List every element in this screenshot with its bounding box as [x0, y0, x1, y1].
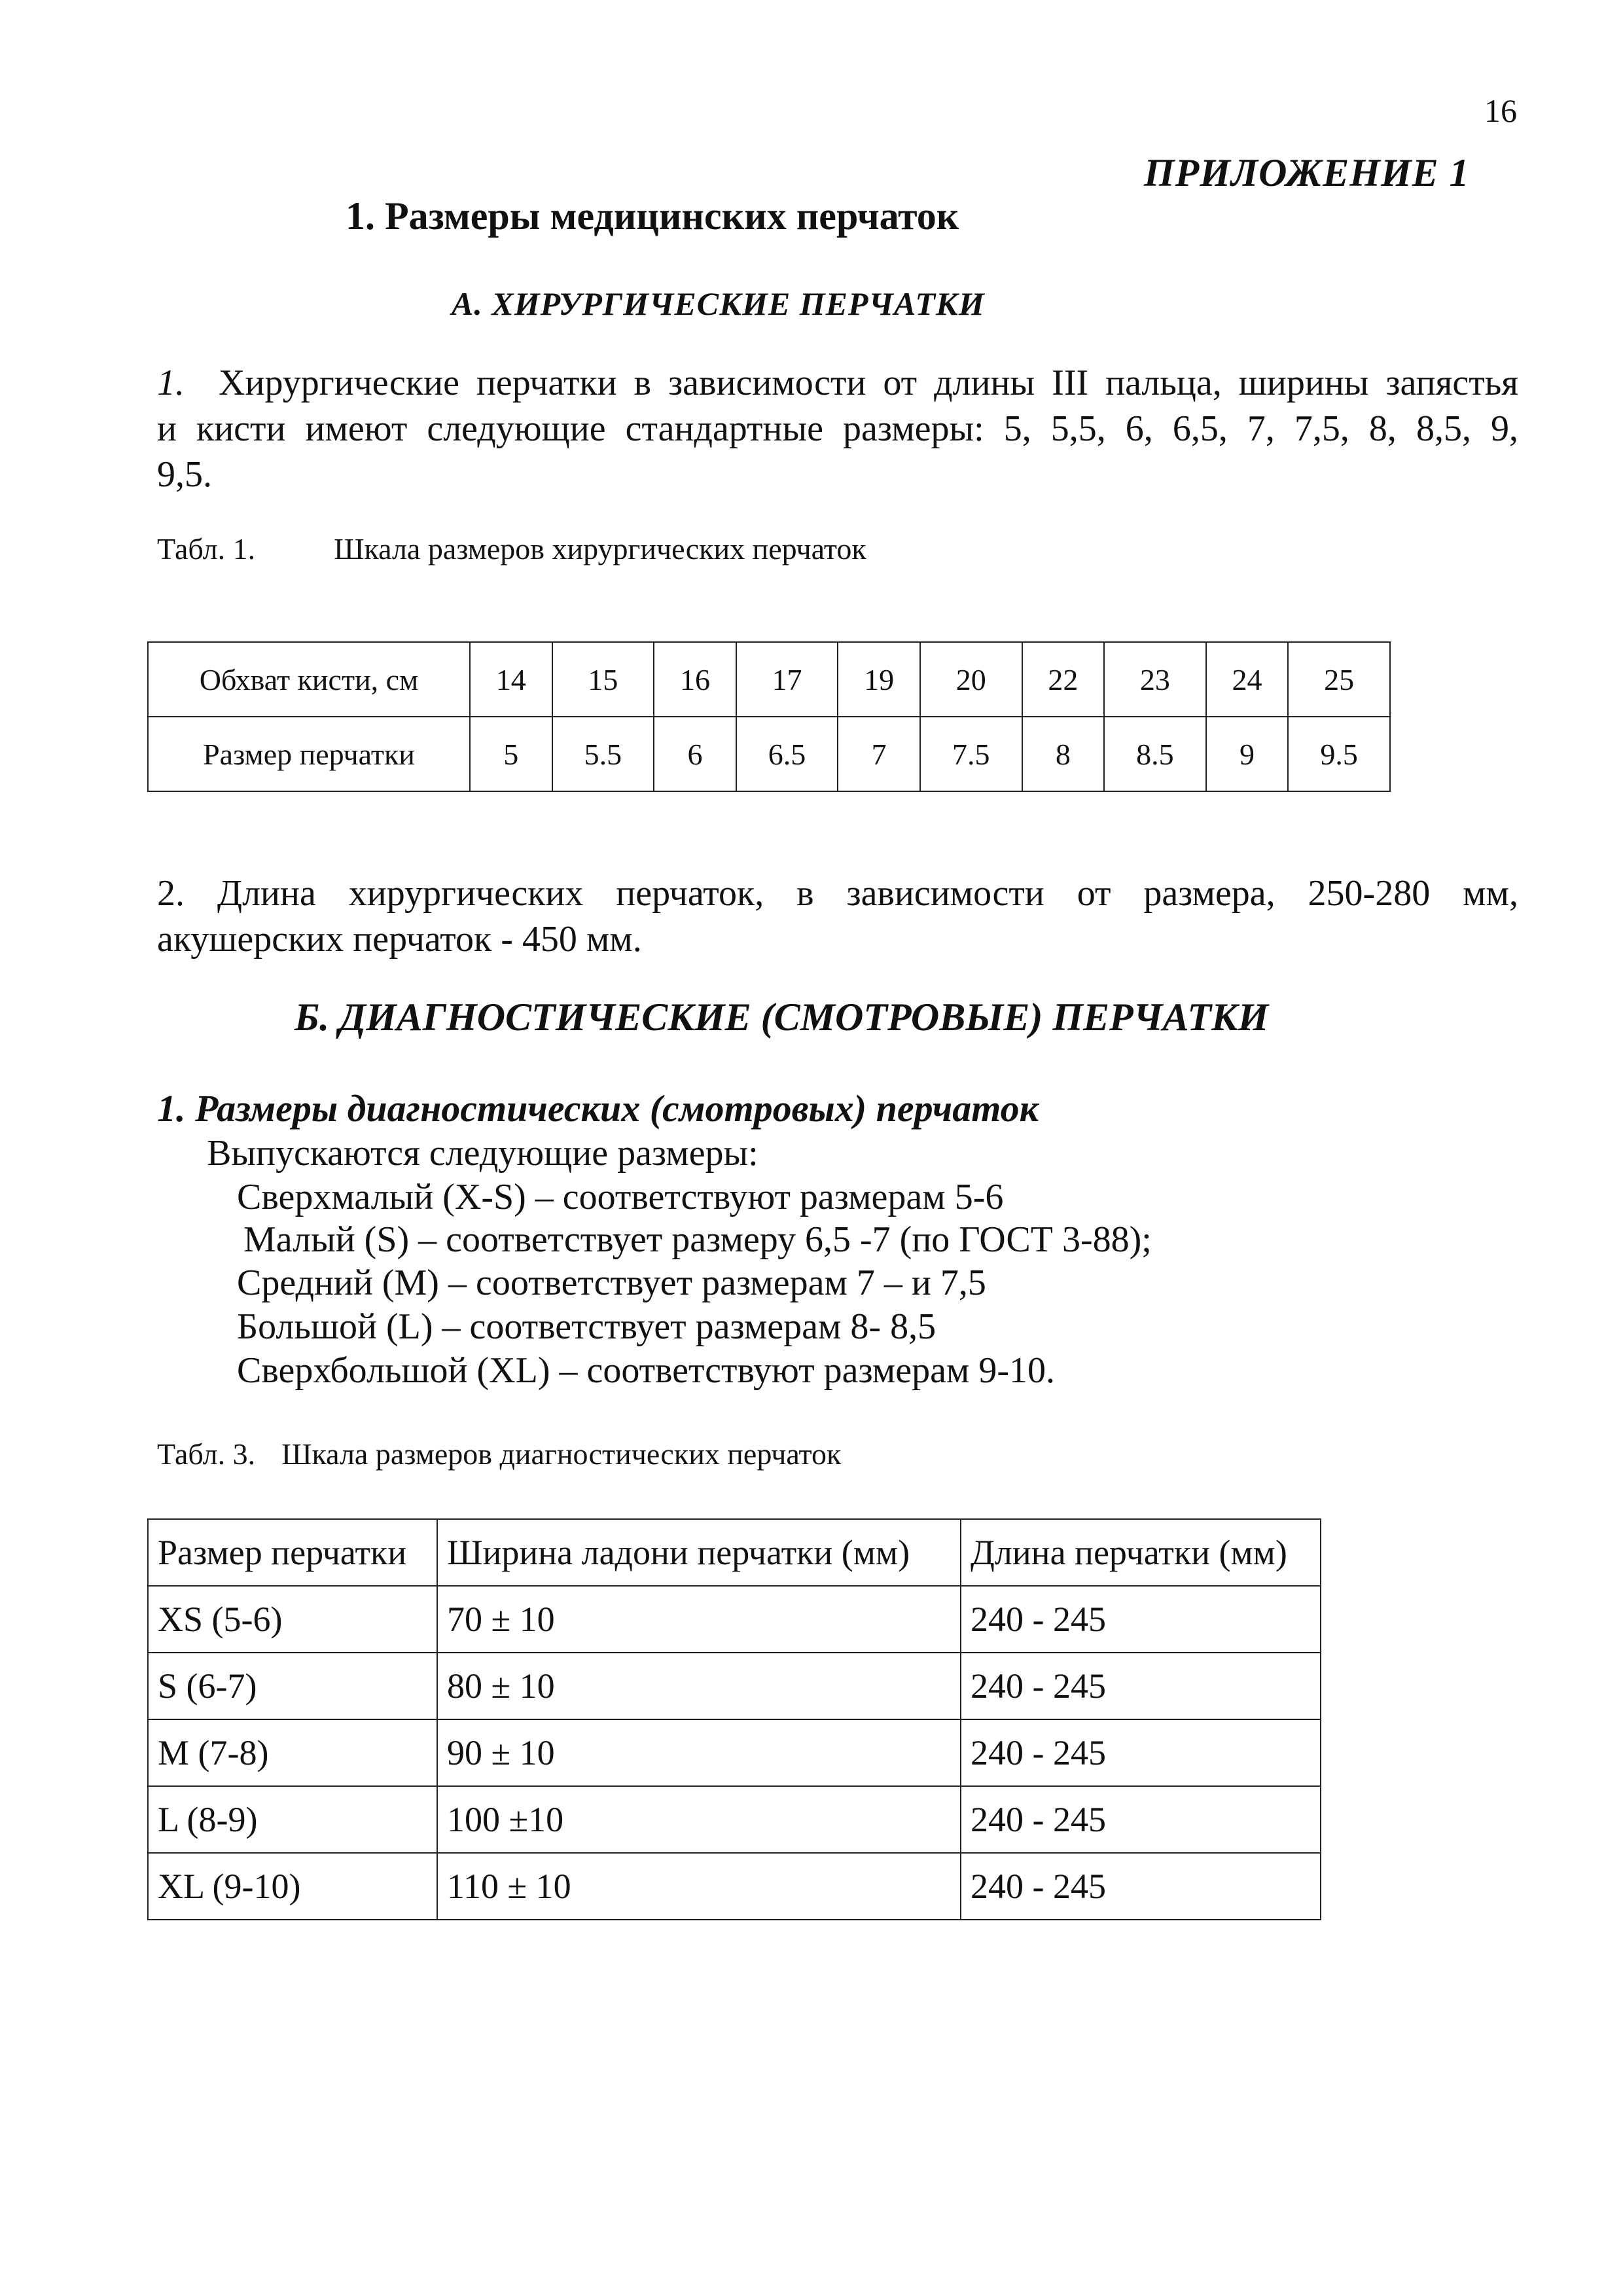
size-list-item: Сверхбольшой (XL) – соответствуют размерам 9-10.: [237, 1350, 1056, 1391]
table-row: [148, 1719, 1321, 1786]
column-header: Длина перчатки (мм): [961, 1519, 1321, 1586]
table1-cell: 6.5: [736, 717, 838, 791]
table1-cell: 16: [654, 642, 736, 717]
table1-cell: 23: [1104, 642, 1206, 717]
table1-row-header: Обхват кисти, см: [148, 642, 470, 717]
page-title: 1. Размеры медицинских перчаток: [346, 194, 959, 238]
table1-cell: 8.5: [1104, 717, 1206, 791]
paragraph-number: 1.: [157, 363, 185, 403]
size-list-item: Сверхмалый (X-S) – соответствуют размерам 5-6: [237, 1177, 1004, 1217]
table1-cell: 22: [1022, 642, 1105, 717]
paragraph-line: 2. Длина хирургических перчаток, в зависимости от размера, 250-280 мм,: [157, 873, 1518, 914]
paragraph-text: Хирургические перчатки в зависимости от длины III пальца, ширины запястья: [219, 363, 1519, 403]
table3-cell: 110 ± 10: [437, 1853, 961, 1920]
size-list-item: Малый (S) – соответствует размеру 6,5 -7 (по ГОСТ 3-88);: [243, 1219, 1152, 1260]
table3-caption-label: Табл. 3.: [157, 1437, 256, 1471]
table1-cell: 24: [1206, 642, 1289, 717]
section-a-title: А. ХИРУРГИЧЕСКИЕ ПЕРЧАТКИ: [452, 285, 985, 322]
table1-cell: 7.5: [920, 717, 1022, 791]
table1-cell: 7: [838, 717, 920, 791]
table3-cell: 240 - 245: [961, 1719, 1321, 1786]
table3-cell: 70 ± 10: [437, 1586, 961, 1653]
table-row: [148, 642, 1390, 717]
table3-cell: M (7-8): [148, 1719, 437, 1786]
table1-cell: 17: [736, 642, 838, 717]
table3-cell: 90 ± 10: [437, 1719, 961, 1786]
sizes-intro: Выпускаются следующие размеры:: [207, 1133, 758, 1174]
table3-cell: 240 - 245: [961, 1586, 1321, 1653]
table1-cell: 19: [838, 642, 920, 717]
table3-cell: 80 ± 10: [437, 1653, 961, 1719]
paragraph-line: [157, 360, 1518, 406]
table1-cell: 15: [552, 642, 654, 717]
column-header: Размер перчатки: [148, 1519, 437, 1586]
appendix-label: ПРИЛОЖЕНИЕ 1: [1144, 151, 1470, 194]
table-row: [148, 1653, 1321, 1719]
table3-cell: 100 ±10: [437, 1786, 961, 1853]
table3-cell: 240 - 245: [961, 1653, 1321, 1719]
table1-cell: 14: [470, 642, 552, 717]
column-header: Ширина ладони перчатки (мм): [437, 1519, 961, 1586]
subsection-title: 1. Размеры диагностических (смотровых) перчаток: [157, 1087, 1039, 1130]
surgical-sizes-paragraph: [157, 360, 1518, 497]
diagnostic-size-table: [147, 1518, 1321, 1920]
section-b-title: Б. ДИАГНОСТИЧЕСКИЕ (СМОТРОВЫЕ) ПЕРЧАТКИ: [294, 996, 1269, 1039]
table-row: [148, 1586, 1321, 1653]
table3-cell: XL (9-10): [148, 1853, 437, 1920]
table3-cell: 240 - 245: [961, 1853, 1321, 1920]
table1-cell: 9.5: [1288, 717, 1390, 791]
table1-caption-title: Шкала размеров хирургических перчаток: [334, 532, 866, 565]
size-list-item: Большой (L) – соответствует размерам 8- 8,5: [237, 1306, 936, 1347]
surgical-size-table: [147, 641, 1391, 792]
table1-cell: 20: [920, 642, 1022, 717]
glove-length-paragraph: [157, 870, 1518, 962]
table3-caption-title: Шкала размеров диагностических перчаток: [281, 1437, 842, 1471]
paragraph-line: акушерских перчаток - 450 мм.: [157, 919, 642, 960]
table-header-row: [148, 1519, 1321, 1586]
table-row: [148, 1853, 1321, 1920]
table-row: [148, 1786, 1321, 1853]
table-row: [148, 717, 1390, 791]
table3-caption: [157, 1437, 841, 1471]
table3-cell: L (8-9): [148, 1786, 437, 1853]
table1-cell: 25: [1288, 642, 1390, 717]
paragraph-line: 9,5.: [157, 454, 212, 495]
table1-cell: 5: [470, 717, 552, 791]
table3-cell: XS (5-6): [148, 1586, 437, 1653]
size-list-item: Средний (M) – соответствует размерам 7 – и 7,5: [237, 1263, 986, 1303]
table1-cell: 5.5: [552, 717, 654, 791]
table1-cell: 6: [654, 717, 736, 791]
table1-caption: [157, 531, 866, 566]
table3-cell: S (6-7): [148, 1653, 437, 1719]
table3-cell: 240 - 245: [961, 1786, 1321, 1853]
paragraph-line: и кисти имеют следующие стандартные размеры: 5, 5,5, 6, 6,5, 7, 7,5, 8, 8,5, 9,: [157, 408, 1518, 449]
table1-cell: 9: [1206, 717, 1289, 791]
table1-cell: 8: [1022, 717, 1105, 791]
page-number: 16: [1484, 92, 1517, 129]
table1-caption-label: Табл. 1.: [157, 532, 256, 565]
table1-row-header: Размер перчатки: [148, 717, 470, 791]
